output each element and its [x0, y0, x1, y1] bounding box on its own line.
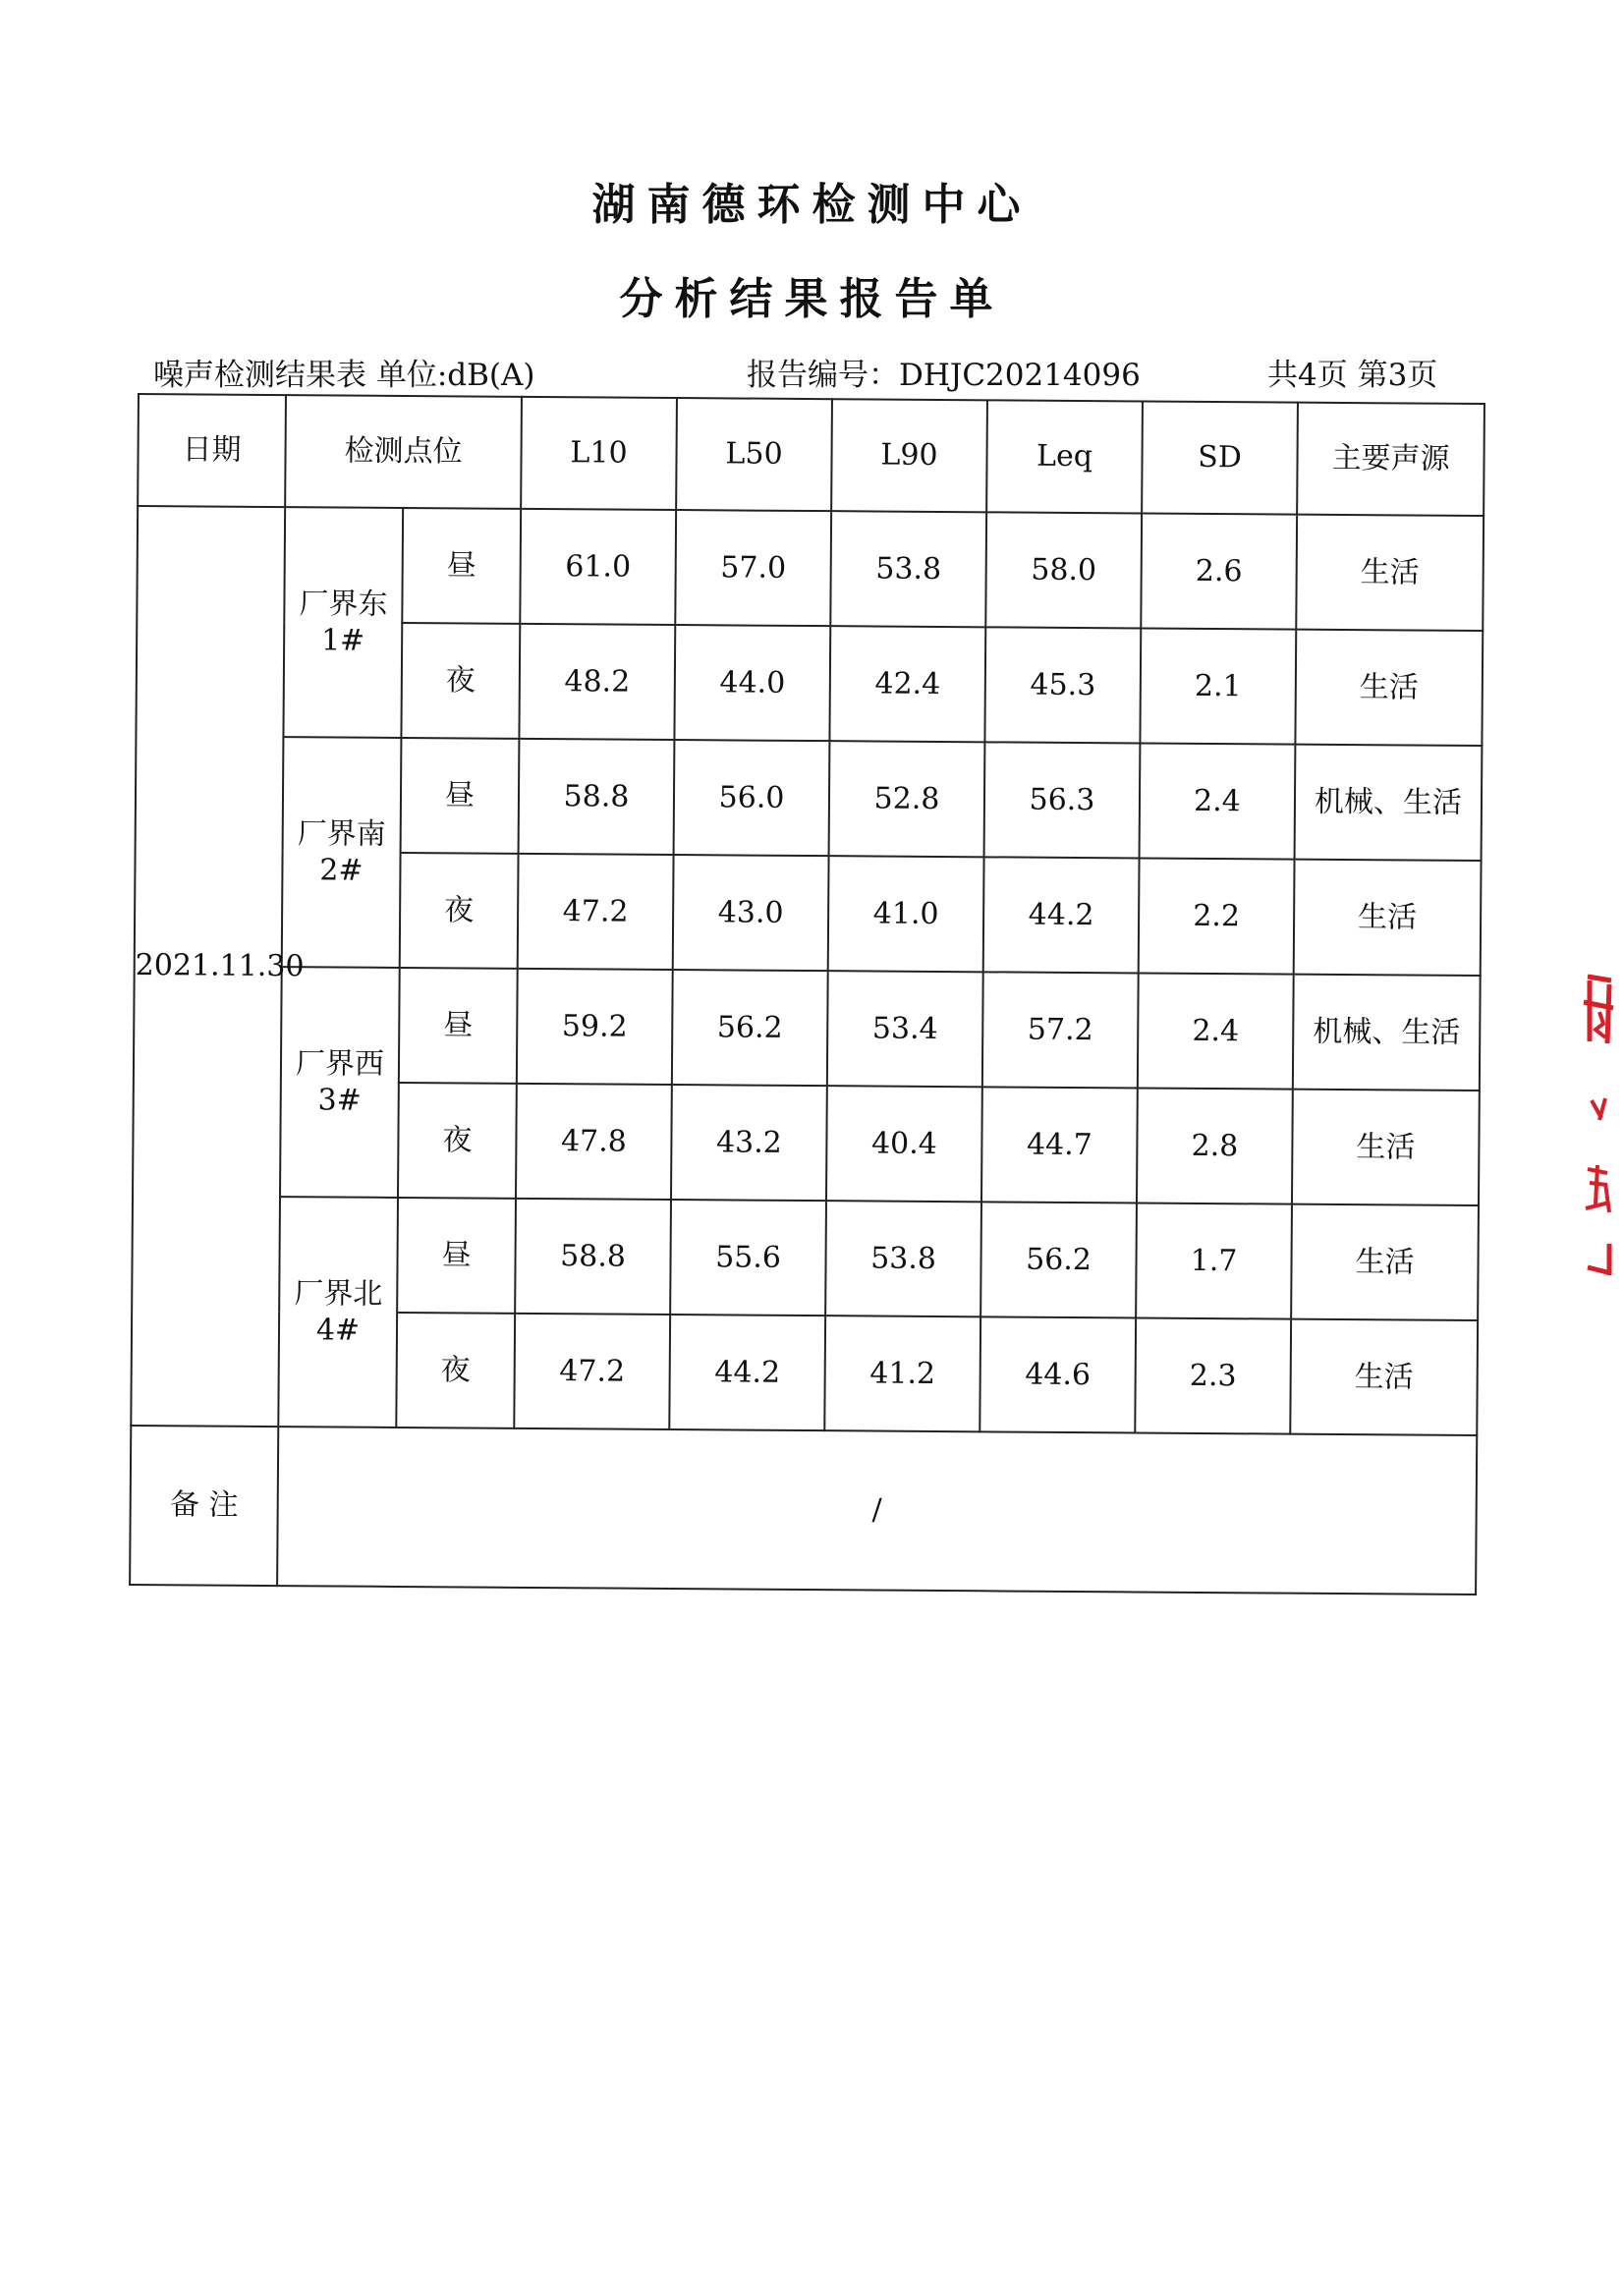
value-leq: 45.3 — [984, 627, 1141, 743]
main-source-cell: 生活 — [1290, 1319, 1478, 1435]
value-leq: 44.7 — [981, 1087, 1138, 1203]
value-sd: 2.2 — [1139, 858, 1295, 974]
header-location: 检测点位 — [285, 395, 522, 509]
table-row — [136, 736, 1483, 861]
header-l90: L90 — [831, 399, 987, 512]
page-info: 共4页 第3页 — [1267, 358, 1438, 393]
main-source-cell: 生活 — [1294, 860, 1482, 976]
value-sd: 1.7 — [1136, 1203, 1292, 1318]
value-l50: 57.0 — [675, 510, 831, 626]
table-row — [132, 1196, 1479, 1320]
main-source-cell: 机械、生活 — [1295, 745, 1483, 861]
remarks-label: 备 注 — [130, 1426, 278, 1586]
value-leq: 44.6 — [980, 1316, 1136, 1432]
value-l50: 56.0 — [674, 740, 830, 856]
value-sd: 2.4 — [1140, 743, 1296, 859]
value-l50: 44.2 — [669, 1315, 825, 1430]
value-leq: 44.2 — [983, 857, 1140, 973]
period-cell: 昼 — [401, 738, 520, 854]
period-cell: 夜 — [401, 623, 520, 739]
location-cell: 厂界西 3# — [280, 967, 400, 1198]
table-header-row — [138, 394, 1484, 516]
location-cell: 厂界北 4# — [278, 1197, 398, 1427]
value-sd: 2.8 — [1137, 1088, 1293, 1203]
table-row — [137, 506, 1484, 631]
header-main-source: 主要声源 — [1297, 403, 1484, 516]
value-l90: 40.4 — [826, 1086, 982, 1202]
value-leq: 58.0 — [985, 512, 1142, 628]
value-l50: 43.2 — [671, 1085, 827, 1201]
value-leq: 56.2 — [980, 1202, 1137, 1317]
value-l90: 53.8 — [825, 1201, 981, 1316]
report-number: 报告编号：DHJC20214096 — [747, 358, 1141, 393]
value-l10: 58.8 — [515, 1199, 671, 1315]
value-l90: 42.4 — [829, 626, 985, 742]
remarks-row — [130, 1426, 1477, 1595]
official-seal-fragment — [1578, 973, 1617, 1287]
location-cell: 厂界东 1# — [283, 507, 403, 738]
main-source-cell: 生活 — [1291, 1204, 1479, 1320]
value-leq: 56.3 — [984, 742, 1141, 858]
value-l10: 48.2 — [519, 624, 675, 740]
header-l10: L10 — [521, 397, 677, 510]
header-sd: SD — [1142, 401, 1298, 514]
value-l10: 61.0 — [520, 509, 676, 625]
table-name-and-unit: 噪声检测结果表 单位:dB(A) — [153, 358, 535, 393]
value-l10: 58.8 — [519, 739, 675, 855]
period-cell: 昼 — [397, 1198, 516, 1314]
value-l10: 47.2 — [518, 854, 674, 970]
value-l50: 55.6 — [670, 1200, 826, 1315]
value-l90: 52.8 — [829, 741, 985, 857]
value-l90: 53.8 — [830, 511, 986, 627]
main-source-cell: 生活 — [1292, 1090, 1480, 1205]
value-sd: 2.1 — [1140, 628, 1296, 744]
value-l50: 56.2 — [672, 970, 828, 1086]
value-l10: 47.8 — [516, 1084, 672, 1200]
value-l90: 41.2 — [824, 1315, 980, 1431]
value-l90: 41.0 — [828, 856, 984, 972]
header-date: 日期 — [138, 394, 286, 507]
noise-results-table — [129, 393, 1485, 1595]
remarks-value: / — [277, 1427, 1477, 1595]
main-source-cell: 生活 — [1295, 630, 1483, 746]
value-leq: 57.2 — [982, 972, 1139, 1088]
value-sd: 2.4 — [1138, 973, 1294, 1089]
value-sd: 2.6 — [1141, 513, 1297, 629]
main-source-cell: 生活 — [1296, 515, 1484, 631]
value-l50: 44.0 — [674, 625, 830, 741]
period-cell: 昼 — [402, 508, 521, 624]
value-sd: 2.3 — [1135, 1317, 1291, 1433]
document-title: 分析结果报告单 — [619, 274, 1005, 324]
value-l10: 59.2 — [517, 969, 673, 1085]
value-l10: 47.2 — [514, 1314, 670, 1429]
location-cell: 厂界南 2# — [282, 737, 402, 968]
value-l50: 43.0 — [673, 855, 829, 971]
period-cell: 昼 — [399, 968, 518, 1084]
main-source-cell: 机械、生活 — [1293, 975, 1481, 1091]
organization-title: 湖南德环检测中心 — [591, 180, 1033, 230]
date-cell: 2021.11.30 — [131, 506, 285, 1427]
period-cell: 夜 — [400, 853, 519, 969]
period-cell: 夜 — [398, 1083, 517, 1199]
header-leq: Leq — [986, 400, 1143, 513]
header-l50: L50 — [676, 398, 832, 511]
period-cell: 夜 — [396, 1313, 515, 1428]
table-row — [134, 966, 1481, 1091]
value-l90: 53.4 — [827, 971, 983, 1087]
